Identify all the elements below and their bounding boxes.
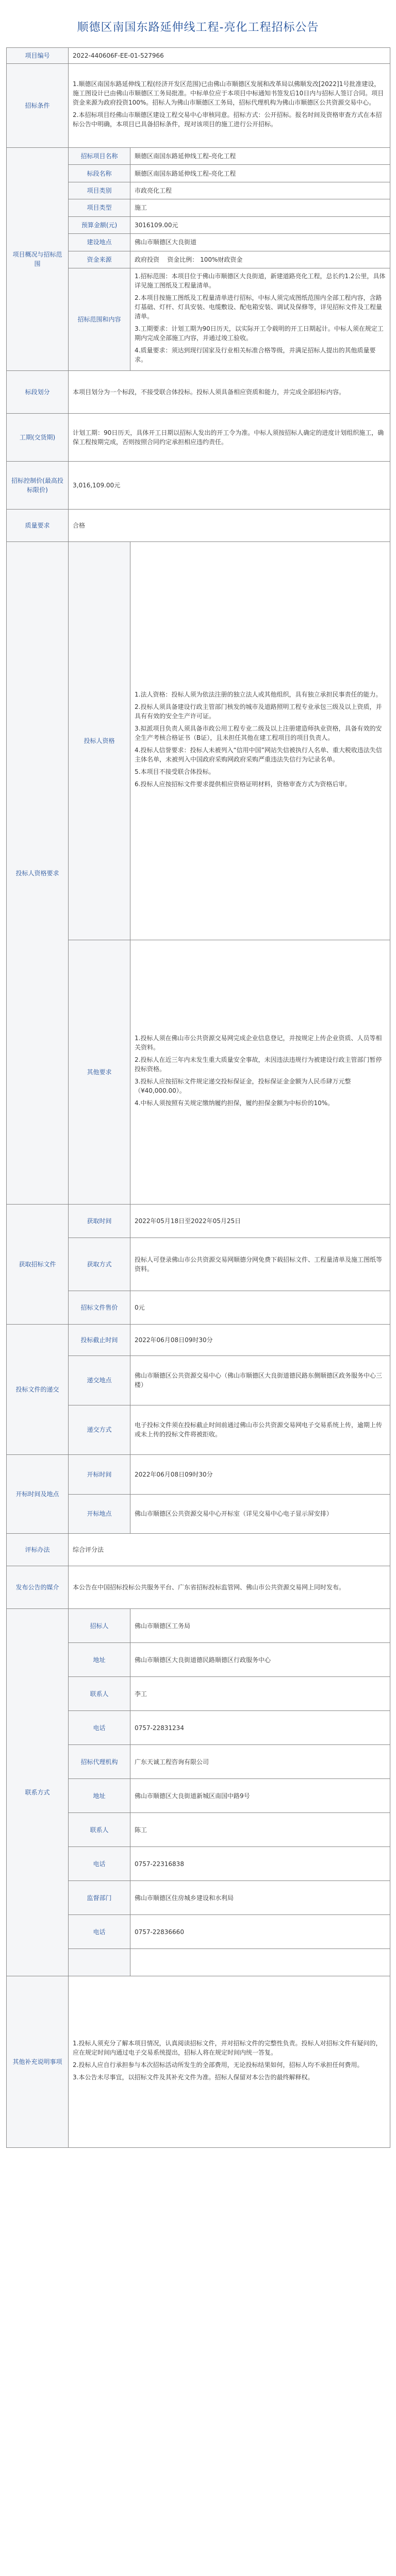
agent-name: 广东天诚工程咨询有限公司 bbox=[130, 1745, 390, 1779]
opening-place-label: 开标地点 bbox=[69, 1494, 130, 1534]
qualification-item: 3.拟派项目负责人须具备市政公用工程专业二级及以上注册建造师执业资格，具备有效的安全生产考核合格证书（B证），且未担任其他在建工程项目的项目负责人。 bbox=[135, 725, 382, 741]
bid-place-value: 佛山市顺德区公共资源交易中心（佛山市顺德区大良街道德民路东侧顺德区政务服务中心三楼） bbox=[130, 1355, 390, 1405]
owner-label: 招标人 bbox=[69, 1609, 130, 1643]
qualification-item: 1.法人资格：投标人须为依法注册的独立法人或其他组织，具有独立承担民事责任的能力。 bbox=[135, 691, 382, 698]
owner-addr-label: 地址 bbox=[69, 1643, 130, 1677]
content-value bbox=[130, 268, 390, 371]
others-item: 3.本公告未尽事宜，以招标文件及其补充文件为准。招标人保留对本公告的最终解释权。 bbox=[73, 2074, 314, 2081]
section-name-value: 顺德区南国东路延伸线工程-亮化工程 bbox=[130, 165, 390, 182]
deadline-label: 工期(交货期) bbox=[7, 414, 69, 462]
project-number-label: 项目编号 bbox=[7, 48, 69, 64]
fund-ratio-value: 100%财政资金 bbox=[200, 256, 243, 263]
fund-label: 资金来源 bbox=[69, 251, 130, 268]
qualification-item: 4.投标人信誉要求：投标人未被列入“信用中国”网站失信被执行人名单、重大税收违法失信主体名单，未被列入中国政府采购网政府采购严重违法失信行为记录名单。 bbox=[135, 747, 382, 763]
table-row bbox=[7, 462, 390, 510]
category-label: 项目类别 bbox=[69, 182, 130, 199]
agent-tel-label: 电话 bbox=[69, 1847, 130, 1881]
owner-name: 佛山市顺德区工务局 bbox=[130, 1609, 390, 1643]
bid-deadline-value: 2022年06月08日09时30分 bbox=[130, 1325, 390, 1356]
table-row bbox=[7, 510, 390, 542]
content-paragraph-3: 3.工期要求：计划工期为90日历天，以实际开工令载明的开工日期起计。中标人须在规定工期内完成全部施工内容，并通过竣工验收。 bbox=[135, 325, 384, 342]
tender-doc-time-value: 2022年05月18日至2022年05月25日 bbox=[130, 1205, 390, 1238]
location-value: 佛山市顺德区大良街道 bbox=[130, 234, 390, 251]
opening-label: 开标时间及地点 bbox=[7, 1455, 69, 1534]
owner-contact: 李工 bbox=[130, 1677, 390, 1711]
opening-time-label: 开标时间 bbox=[69, 1455, 130, 1495]
table-row bbox=[7, 414, 390, 462]
qualification-note: 1.投标人须在佛山市公共资源交易网完成企业信息登记，并按规定上传企业资质、人员等相关资料。 bbox=[135, 1035, 382, 1051]
owner-tel: 0757-22831234 bbox=[130, 1711, 390, 1745]
table-row bbox=[7, 1325, 390, 1356]
packets-value: 本项目划分为一个标段，不接受联合体投标。投标人须具备相应资质和能力，并完成全部招标内容。 bbox=[69, 371, 390, 414]
evaluation-label: 评标办法 bbox=[7, 1534, 69, 1566]
qualification-note: 4.中标人须按照有关规定缴纳履约担保，履约担保金额为中标价的10%。 bbox=[135, 1099, 334, 1107]
bid-label: 投标文件的递交 bbox=[7, 1325, 69, 1455]
qualification-note: 2.投标人在近三年内未发生重大质量安全事故，未因违法违规行为被建设行政主管部门暂停投标资格。 bbox=[135, 1056, 382, 1073]
bid-method-label: 递交方式 bbox=[69, 1405, 130, 1454]
qualification-notes-label: 其他要求 bbox=[69, 940, 130, 1205]
conditions-value bbox=[69, 64, 390, 148]
fund-ratio-label: 资金比例 bbox=[167, 256, 192, 263]
content-paragraph-4: 4.质量要求：须达到现行国家及行业相关标准合格等级，并满足招标人提出的其他质量要求。 bbox=[135, 347, 376, 363]
opening-time-value: 2022年06月08日09时30分 bbox=[130, 1455, 390, 1495]
table-row bbox=[7, 1205, 390, 1238]
supervise-tel-label: 电话 bbox=[69, 1915, 130, 1949]
tender-doc-price-value: 0元 bbox=[130, 1291, 390, 1324]
tender-doc-method-label: 获取方式 bbox=[69, 1238, 130, 1291]
agent-label: 招标代理机构 bbox=[69, 1745, 130, 1779]
bid-method-value: 电子投标文件须在投标截止时间前通过佛山市公共资源交易网电子交易系统上传，逾期上传或未上传的投标文件将被拒收。 bbox=[130, 1405, 390, 1454]
conditions-paragraph-2: 2.本招标项目经佛山市顺德区建设工程交易中心审核同意。招标方式：公开招标。报名时间及资格审查方式在本招标公告中明确，本项目已具备招标条件，现对该项目的施工进行公开招标。 bbox=[73, 111, 382, 128]
media-value: 本公告在中国招标投标公共服务平台、广东省招标投标监管网、佛山市公共资源交易网上同时发布。 bbox=[69, 1566, 390, 1609]
blank-cell bbox=[130, 1949, 390, 1976]
supervise-tel: 0757-22836660 bbox=[130, 1915, 390, 1949]
packets-label: 标段划分 bbox=[7, 371, 69, 414]
project-name-value: 顺德区南国东路延伸线工程-亮化工程 bbox=[130, 148, 390, 165]
quality-value: 合格 bbox=[69, 510, 390, 542]
conditions-paragraph-1: 1.顺德区南国东路延伸线工程(经济开发区范围)已由佛山市顺德区发展和改革局以佛顺发改[2022]1号批准建设，施工图设计已由佛山市顺德区工务局批准。中标单位应于本项目中标通知书签发后10日内与招标人签订合同。项目资金来源为政府投资100%。招标人为佛山市顺德区工务局，招标代理机构为佛山市顺德区公共资源交易中心。 bbox=[73, 80, 384, 106]
table-row bbox=[7, 1455, 390, 1495]
type-label: 项目类型 bbox=[69, 199, 130, 216]
deadline-value: 计划工期：90日历天，具体开工日期以招标人发出的开工令为准。中标人须按招标人确定的进度计划组织施工，确保工程按期完成，否则按照合同约定承担相应违约责任。 bbox=[69, 414, 390, 462]
page-title: 顺德区南国东路延伸线工程-亮化工程招标公告 bbox=[77, 21, 319, 34]
location-label: 建设地点 bbox=[69, 234, 130, 251]
agent-contact: 陈工 bbox=[130, 1813, 390, 1847]
qualification-item: 2.投标人须具备建设行政主管部门核发的城市及道路照明工程专业承包三级及以上资质，并具有有效的安全生产许可证。 bbox=[135, 703, 382, 720]
budget-label: 预算金额(元) bbox=[69, 216, 130, 233]
quality-label: 质量要求 bbox=[7, 510, 69, 542]
owner-tel-label: 电话 bbox=[69, 1711, 130, 1745]
content-label: 招标范围和内容 bbox=[69, 268, 130, 371]
others-item: 2.投标人应自行承担参与本次招标活动所发生的全部费用，无论投标结果如何，招标人均不承担任何费用。 bbox=[73, 2061, 364, 2069]
table-row bbox=[7, 148, 390, 165]
opening-place-value: 佛山市顺德区公共资源交易中心开标室（详见交易中心电子显示屏安排） bbox=[130, 1494, 390, 1534]
agent-addr: 佛山市顺德区大良街道新城区南国中路9号 bbox=[130, 1779, 390, 1813]
fund-value: 政府投资 资金比例： 100%财政资金 bbox=[130, 251, 390, 268]
evaluation-value: 综合评分法 bbox=[69, 1534, 390, 1566]
table-row bbox=[7, 1534, 390, 1566]
supervise-label: 监督部门 bbox=[69, 1881, 130, 1915]
type-value: 施工 bbox=[130, 199, 390, 216]
media-label: 发布公告的媒介 bbox=[7, 1566, 69, 1609]
table-row bbox=[7, 1976, 390, 2148]
tender-doc-time-label: 获取时间 bbox=[69, 1205, 130, 1238]
project-number-value: 2022-440606F-EE-01-527966 bbox=[69, 48, 390, 64]
category-value: 市政亮化工程 bbox=[130, 182, 390, 199]
qualification-label: 投标人资格要求 bbox=[7, 542, 69, 1205]
tender-doc-label: 获取招标文件 bbox=[7, 1205, 69, 1325]
table-row bbox=[7, 1566, 390, 1609]
agent-addr-label: 地址 bbox=[69, 1779, 130, 1813]
qualification-item: 5.本项目不接受联合体投标。 bbox=[135, 768, 215, 775]
price-label: 招标控制价(最高投标限价) bbox=[7, 462, 69, 510]
agent-contact-label: 联系人 bbox=[69, 1813, 130, 1847]
conditions-label: 招标条件 bbox=[7, 64, 69, 148]
table-row bbox=[7, 1609, 390, 1643]
owner-addr: 佛山市顺德区大良街道德民路顺德区行政服务中心 bbox=[130, 1643, 390, 1677]
qualification-notes bbox=[130, 940, 390, 1205]
blank-cell bbox=[69, 1949, 130, 1976]
tender-doc-price-label: 招标文件售价 bbox=[69, 1291, 130, 1324]
overview-label: 项目概况与招标范围 bbox=[7, 148, 69, 371]
others-item: 1.投标人须充分了解本项目情况，认真阅读招标文件，并对招标文件的完整性负责。投标人对招标文件有疑问的，应在规定时间内通过电子交易系统提出，招标人将在规定时间内统一答复。 bbox=[73, 2040, 382, 2056]
qualification-list bbox=[130, 542, 390, 940]
content-paragraph-1: 1.招标范围：本项目位于佛山市顺德区大良街道，新建道路亮化工程，总长约1.2公里，具体详见施工图纸及工程量清单。 bbox=[135, 273, 386, 289]
others-label: 其他补充说明事项 bbox=[7, 1976, 69, 2148]
qualification-general-label: 投标人资格 bbox=[69, 542, 130, 940]
qualification-item: 6.投标人应按招标文件要求提供相应资格证明材料，资格审查方式为资格后审。 bbox=[135, 781, 351, 788]
section-name-label: 标段名称 bbox=[69, 165, 130, 182]
price-value: 3,016,109.00元 bbox=[69, 462, 390, 510]
agent-tel: 0757-22316838 bbox=[130, 1847, 390, 1881]
contacts-label: 联系方式 bbox=[7, 1609, 69, 1976]
table-row bbox=[7, 64, 390, 148]
bid-place-label: 递交地点 bbox=[69, 1355, 130, 1405]
fund-source: 政府投资 bbox=[135, 256, 160, 263]
announcement-table bbox=[6, 47, 390, 2148]
others-list bbox=[69, 1976, 390, 2148]
supervise-name: 佛山市顺德区住房城乡建设和水利局 bbox=[130, 1881, 390, 1915]
content-paragraph-2: 2.本项目按施工图纸及工程量清单进行招标，中标人须完成图纸范围内全部工程内容，含路灯基础、灯杆、灯具安装、电缆敷设、配电箱安装、调试及保修等，详见招标文件及工程量清单。 bbox=[135, 294, 383, 320]
bid-deadline-label: 投标截止时间 bbox=[69, 1325, 130, 1356]
qualification-note: 3.投标人应按招标文件规定递交投标保证金，投标保证金金额为人民币肆万元整（¥40,000.00）。 bbox=[135, 1078, 351, 1094]
project-name-label: 招标项目名称 bbox=[69, 148, 130, 165]
table-row bbox=[7, 48, 390, 64]
table-row bbox=[7, 371, 390, 414]
tender-doc-method-value: 投标人可登录佛山市公共资源交易网顺德分网免费下载招标文件、工程量清单及施工图纸等资料。 bbox=[130, 1238, 390, 1291]
table-row bbox=[7, 542, 390, 940]
budget-value: 3016109.00元 bbox=[130, 216, 390, 233]
owner-contact-label: 联系人 bbox=[69, 1677, 130, 1711]
